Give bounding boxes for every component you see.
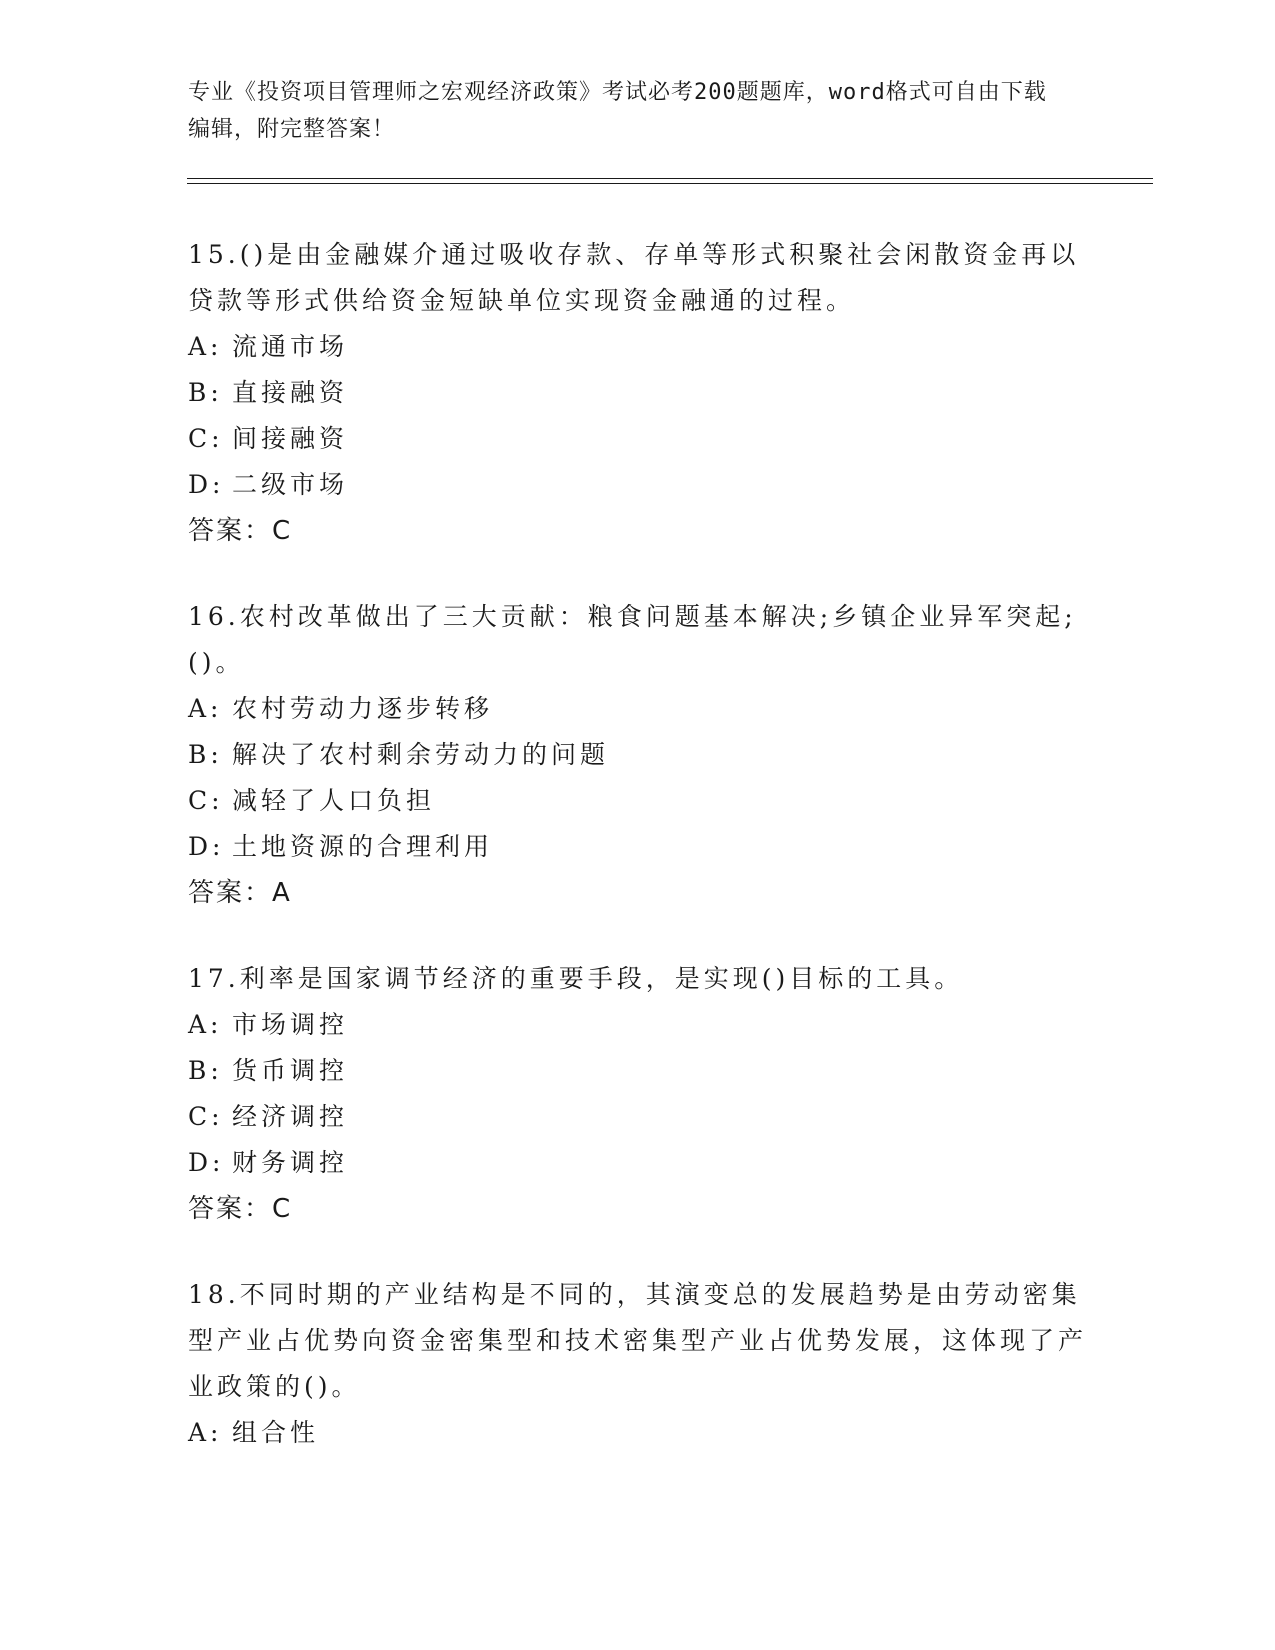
option-text: 解决了农村剩余劳动力的问题	[232, 740, 610, 769]
answer-line: 答案：C	[188, 516, 293, 546]
option-text: 间接融资	[232, 424, 349, 453]
option-text: 经济调控	[232, 1102, 349, 1131]
option-d	[188, 1140, 1088, 1186]
question-number: 18.	[188, 1280, 240, 1309]
option-b	[188, 1048, 1088, 1094]
question-16	[188, 594, 1088, 916]
option-letter: C:	[188, 424, 224, 453]
option-c	[188, 778, 1088, 824]
option-letter: A:	[188, 1010, 223, 1039]
question-list	[188, 232, 1088, 1496]
option-letter: C:	[188, 786, 224, 815]
question-text: 不同时期的产业结构是不同的，其演变总的发展趋势是由劳动密集型产业占优势向资金密集型和技术密集型产业占优势发展，这体现了产业政策的()。	[188, 1280, 1088, 1401]
question-17	[188, 956, 1088, 1232]
option-text: 货币调控	[232, 1056, 349, 1085]
option-text: 二级市场	[232, 470, 349, 499]
option-letter: D:	[188, 470, 225, 499]
option-letter: B:	[188, 378, 223, 407]
answer-line: 答案：A	[188, 878, 292, 908]
option-letter: D:	[188, 832, 225, 861]
option-text: 减轻了人口负担	[232, 786, 436, 815]
option-text: 组合性	[232, 1418, 320, 1447]
option-c	[188, 1094, 1088, 1140]
header-divider-bottom	[187, 183, 1153, 184]
option-letter: A:	[188, 694, 223, 723]
option-text: 流通市场	[232, 332, 349, 361]
option-letter: A:	[188, 332, 223, 361]
question-number: 16.	[188, 602, 240, 631]
option-c	[188, 416, 1088, 462]
option-b	[188, 732, 1088, 778]
option-a	[188, 324, 1088, 370]
option-a	[188, 1002, 1088, 1048]
option-a	[188, 1410, 1088, 1456]
option-b	[188, 370, 1088, 416]
question-number: 17.	[188, 964, 240, 993]
option-letter: B:	[188, 1056, 223, 1085]
question-stem	[188, 1272, 1088, 1410]
option-text: 直接融资	[232, 378, 349, 407]
option-text: 市场调控	[232, 1010, 349, 1039]
option-letter: A:	[188, 1418, 223, 1447]
option-text: 财务调控	[232, 1148, 349, 1177]
option-text: 农村劳动力逐步转移	[232, 694, 494, 723]
question-stem	[188, 594, 1088, 686]
document-header	[188, 74, 1068, 148]
question-15	[188, 232, 1088, 554]
option-letter: C:	[188, 1102, 224, 1131]
option-text: 土地资源的合理利用	[232, 832, 494, 861]
option-a	[188, 686, 1088, 732]
header-divider-top	[187, 178, 1153, 179]
question-number: 15.	[188, 240, 240, 269]
question-18	[188, 1272, 1088, 1456]
option-d	[188, 462, 1088, 508]
question-stem	[188, 956, 1088, 1002]
question-text: ()是由金融媒介通过吸收存款、存单等形式积聚社会闲散资金再以贷款等形式供给资金短缺单位实现资金融通的过程。	[188, 240, 1080, 315]
option-letter: B:	[188, 740, 223, 769]
question-text: 农村改革做出了三大贡献：粮食问题基本解决;乡镇企业异军突起;()。	[188, 602, 1077, 677]
question-text: 利率是国家调节经济的重要手段，是实现()目标的工具。	[239, 964, 964, 993]
option-d	[188, 824, 1088, 870]
option-letter: D:	[188, 1148, 225, 1177]
header-title: 专业《投资项目管理师之宏观经济政策》考试必考200题题库，word格式可自由下载编辑，附完整答案！	[188, 80, 1047, 142]
answer-line: 答案：C	[188, 1194, 293, 1224]
question-stem	[188, 232, 1088, 324]
